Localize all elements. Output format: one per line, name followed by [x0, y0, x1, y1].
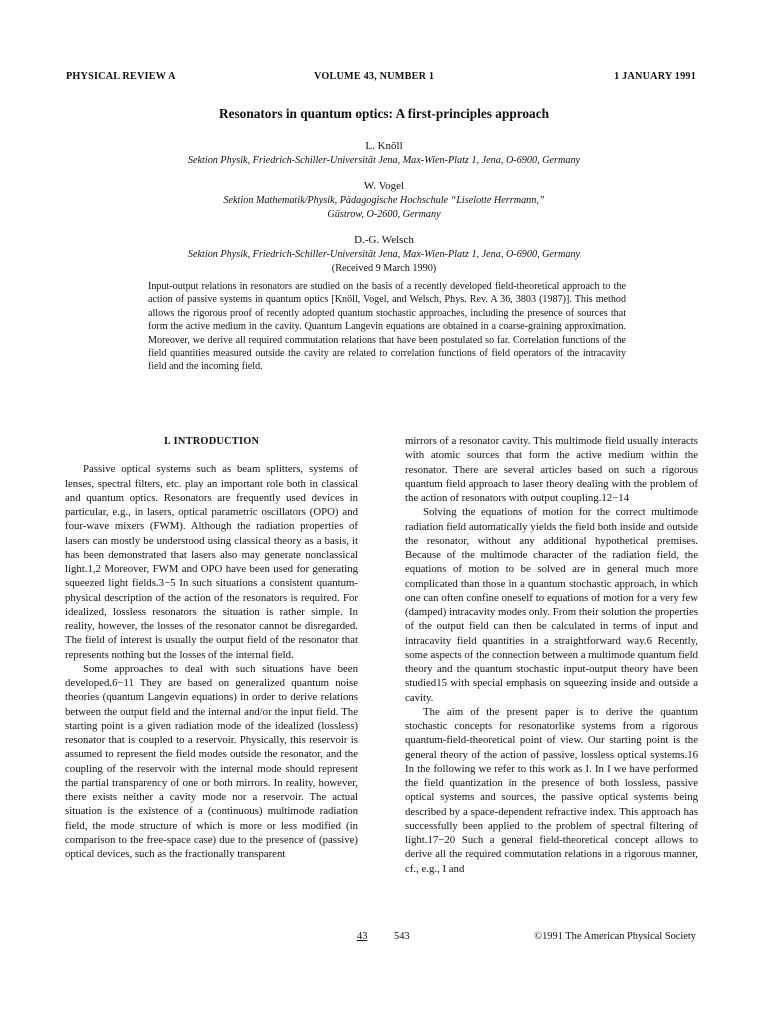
abstract: Input-output relations in resonators are studied on the basis of a recently developed field-theoretical approach to the action of passive systems in quantum optics [Knöll, Vogel, and Welsch, Phys. Rev. A 36, 3803 (1987)]. This method allows the rigorous proof of recently adopted quantum stochastic approaches, including the presence of sources that form the active medium in the cavity. Quantum Langevin equations are obtained in a coarse-graining approximation. Moreover, we derive all required commutation relations that have been postulated so far. Correlation functions of the field quantities measured outside the cavity are related to correlation functions of field operators of the intracavity field and the incoming field.: [148, 281, 626, 373]
paragraph: Solving the equations of motion for the correct multimode radiation field automatically yields the field both inside and outside the resonator, without any additional hypothetical premises. Because of the multimode character of the radiation field, the equations of motion to be solved are in general much more complicated than those in a quantum stochastic approach, in which one can often confine oneself to equations of motion for a very few (damped) intracavity modes only. From their solution the properties of the output field can then be calculated in terms of input and intracavity field quantities in a straightforward way.6 Recently, some aspects of the connection between a multimode quantum field theory and the quantum stochastic input-output theory have been studied15 with special emphasis on squeezing inside and outside a cavity.: [405, 506, 698, 704]
volume-footer: 43: [357, 931, 368, 942]
paper-title: Resonators in quantum optics: A first-principles approach: [219, 106, 549, 121]
paragraph: Passive optical systems such as beam splitters, systems of lenses, spectral filters, etc. play an important role both in classical and quantum optics. Resonators are frequently used devices in particular, e.g., in lasers, optical parametric oscillators (OPO) and four-wave mixers (FWM). Although the radiation properties of lasers can mostly be understood using classical theory as a basis, it has been demonstrated that lasers also may generate nonclassical light.1,2 Moreover, FWM and OPO have been used for generating squeezed light fields.3−5 In such situations a consistent quantum-physical description of the action of the resonators is required. For idealized, lossless resonators the situation is rather simple. In reality, however, the losses of the resonator cannot be disregarded. The field of interest is usually the output field of the resonator that represents nothing but the losses of the internal field.: [65, 463, 358, 661]
paragraph: mirrors of a resonator cavity. This multimode field usually interacts with atomic sources that form the active medium within the resonator. There are several articles based on such a rigorous quantum field approach to laser theory dealing with the problem of the action of resonators with output coupling.12−14: [405, 435, 698, 504]
left-column: [65, 434, 358, 861]
affiliation-3: Sektion Physik, Friedrich-Schiller-Universität Jena, Max-Wien-Platz 1, Jena, O-6900, Germany: [187, 249, 581, 260]
journal-name: PHYSICAL REVIEW A: [66, 71, 176, 82]
issue-date: 1 JANUARY 1991: [614, 71, 696, 82]
copyright: ©1991 The American Physical Society: [534, 931, 696, 942]
paragraph: Some approaches to deal with such situations have been developed.6−11 They are based on generalized quantum noise theories (quantum Langevin equations) in order to derive relations between the output field and the internal and/or the input field. The starting point is a given radiation mode of the idealized (lossless) resonator that is coupled to a reservoir. Physically, this reservoir is assumed to represent the field modes outside the resonator, and the coupling of the reservoir with the internal mode should represent the partial transparency of one or both mirrors. In reality, however, there exists neither a cavity mode nor a reservoir. The actual situation is the existence of a (continuous) multimode radiation field, the mode structure of which is more or less modified (in comparison to the free-space case) due to the presence of (passive) optical devices, such as the fractionally transparent: [65, 662, 358, 860]
affiliation-2b: Güstrow, O-2600, Germany: [327, 209, 441, 220]
affiliation-2: Sektion Mathematik/Physik, Pädagogische Hochschule “Liselotte Herrmann,”: [223, 195, 545, 206]
section-heading: I. INTRODUCTION: [163, 436, 260, 447]
author-1: L. Knöll: [365, 140, 403, 152]
author-2: W. Vogel: [363, 180, 405, 192]
right-column: [405, 434, 698, 876]
volume-number: VOLUME 43, NUMBER 1: [314, 71, 435, 82]
page-number: 543: [394, 931, 410, 942]
affiliation-1: Sektion Physik, Friedrich-Schiller-Universität Jena, Max-Wien-Platz 1, Jena, O-6900, Germany: [187, 155, 581, 166]
paragraph: The aim of the present paper is to derive the quantum stochastic concepts for resonatorlike systems from a rigorous quantum-field-theoretical point of view. Our starting point is the general theory of the action of passive, lossless optical systems.16 In the following we refer to this work as I. In I we have performed the field quantization in the presence of both lossless, passive optical systems and sources, the passive optical systems being described by a space-dependent refractive index. This approach has successfully been applied to the problem of spectral filtering of light.17−20 Such a general field-theoretical concept allows to derive all the required commutation relations in a rigorous manner, cf., e.g., I and: [405, 705, 698, 875]
received-date: (Received 9 March 1990): [331, 263, 437, 274]
author-3: D.-G. Welsch: [354, 234, 414, 246]
